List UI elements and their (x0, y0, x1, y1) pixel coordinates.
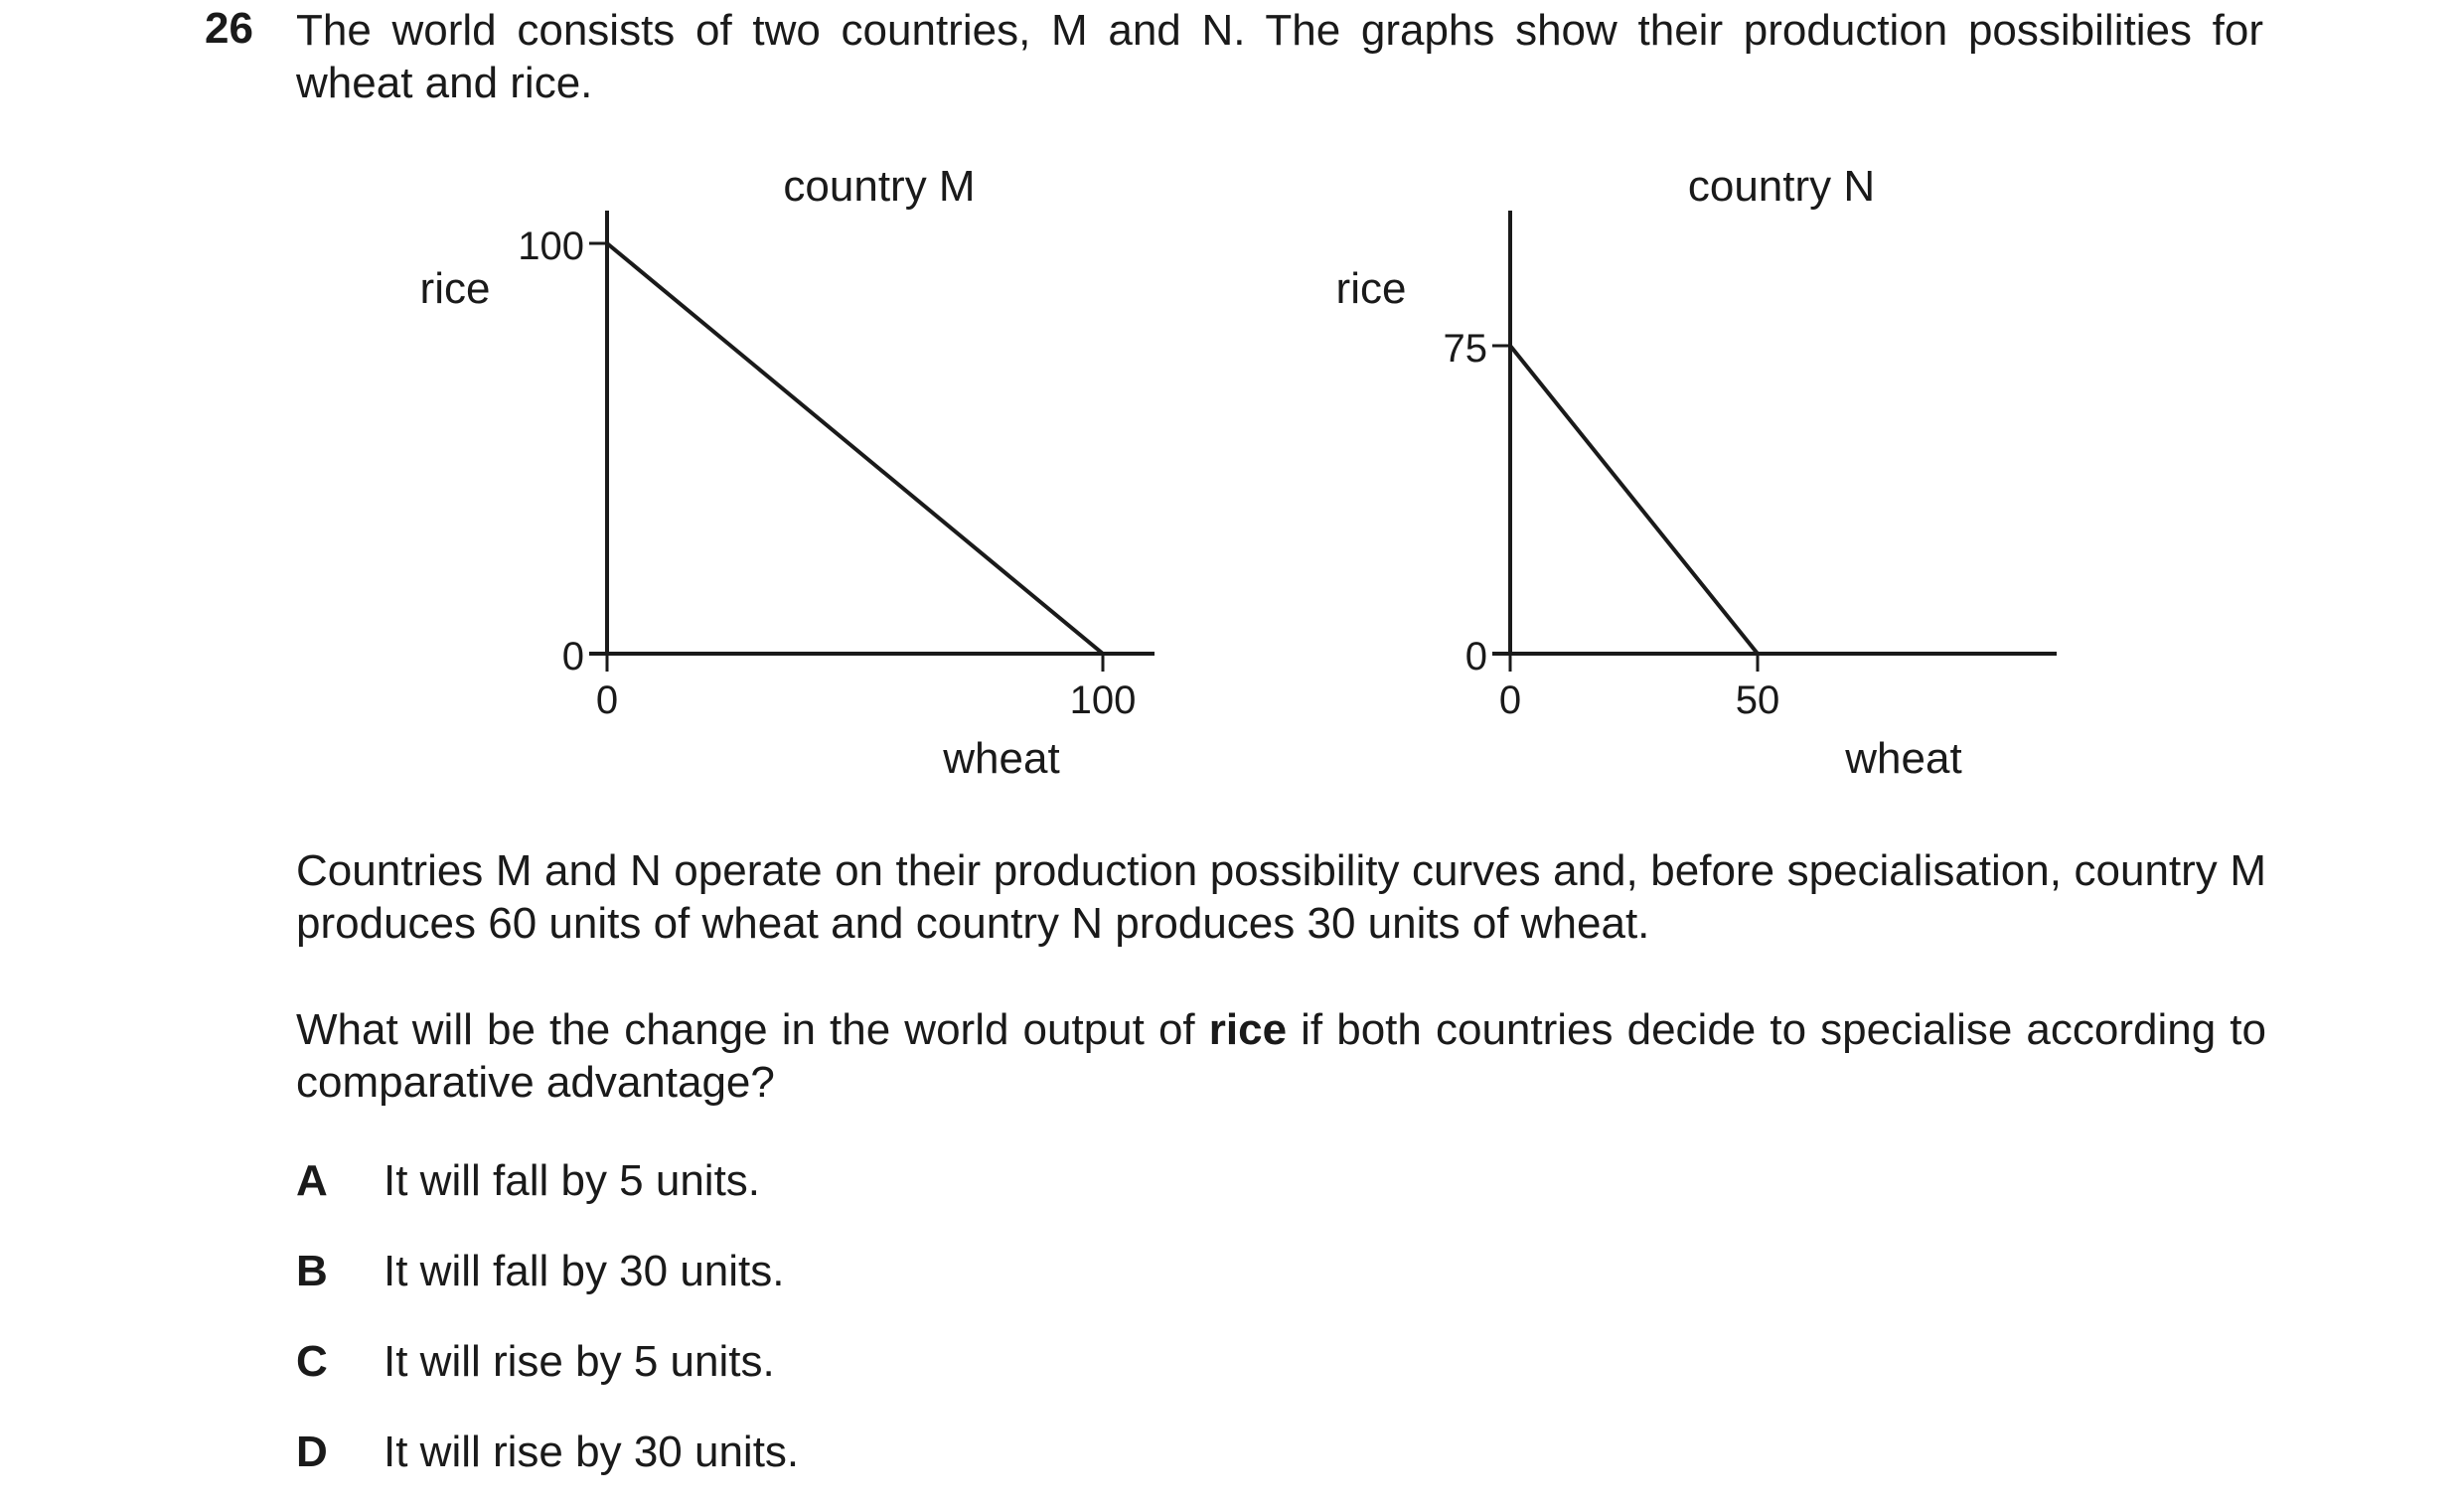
option-b-letter: B (296, 1247, 328, 1295)
chart-m-xlabel: wheat (943, 734, 1060, 783)
question-intro: The world consists of two countries, M and N. The graphs show their production possibilities for wheat and rice. (296, 6, 2263, 107)
paragraph-3-after: if both countries decide to specialise according to comparative advantage? (296, 1005, 2267, 1107)
chart-m-ytick-label-0: 0 (561, 635, 584, 678)
question-paragraph-2: Countries M and N operate on their production possibility curves and, before specialisation, country M produces 60 units of wheat and country N produces 30 units of wheat. (296, 846, 2266, 948)
option-c-letter: C (296, 1337, 328, 1386)
chart-m-ytick-label-100: 100 (518, 225, 584, 268)
chart-n-ytick-label-75: 75 (1443, 327, 1487, 371)
chart-m-title: country M (783, 162, 976, 211)
option-a-letter: A (296, 1156, 328, 1205)
question-number: 26 (205, 4, 253, 53)
option-c-text: It will rise by 5 units. (384, 1337, 775, 1386)
chart-n-title: country N (1687, 162, 1876, 211)
chart-m-ppc-line (607, 243, 1103, 654)
paragraph-3-bold: rice (1208, 1005, 1288, 1054)
chart-n-xlabel: wheat (1845, 734, 1962, 783)
chart-m-ylabel: rice (419, 264, 491, 313)
chart-n-xtick-label-0: 0 (1498, 678, 1522, 722)
chart-country-m (420, 162, 1155, 783)
chart-n-xtick-label-50: 50 (1735, 678, 1780, 722)
option-d-letter: D (296, 1428, 328, 1476)
paragraph-3-before: What will be the change in the world output of (296, 1005, 1209, 1054)
chart-n-ylabel: rice (1335, 264, 1407, 313)
chart-country-n (1336, 162, 2057, 783)
chart-m-xtick-label-100: 100 (1069, 678, 1137, 722)
option-d-text: It will rise by 30 units. (384, 1428, 800, 1476)
question-paragraph-3 (296, 1003, 2266, 1109)
chart-m-xtick-label-0: 0 (595, 678, 619, 722)
option-b-text: It will fall by 30 units. (384, 1247, 785, 1295)
option-a-text: It will fall by 5 units. (384, 1156, 761, 1205)
chart-n-ppc-line (1510, 346, 1758, 654)
chart-n-ytick-label-0: 0 (1464, 635, 1487, 678)
